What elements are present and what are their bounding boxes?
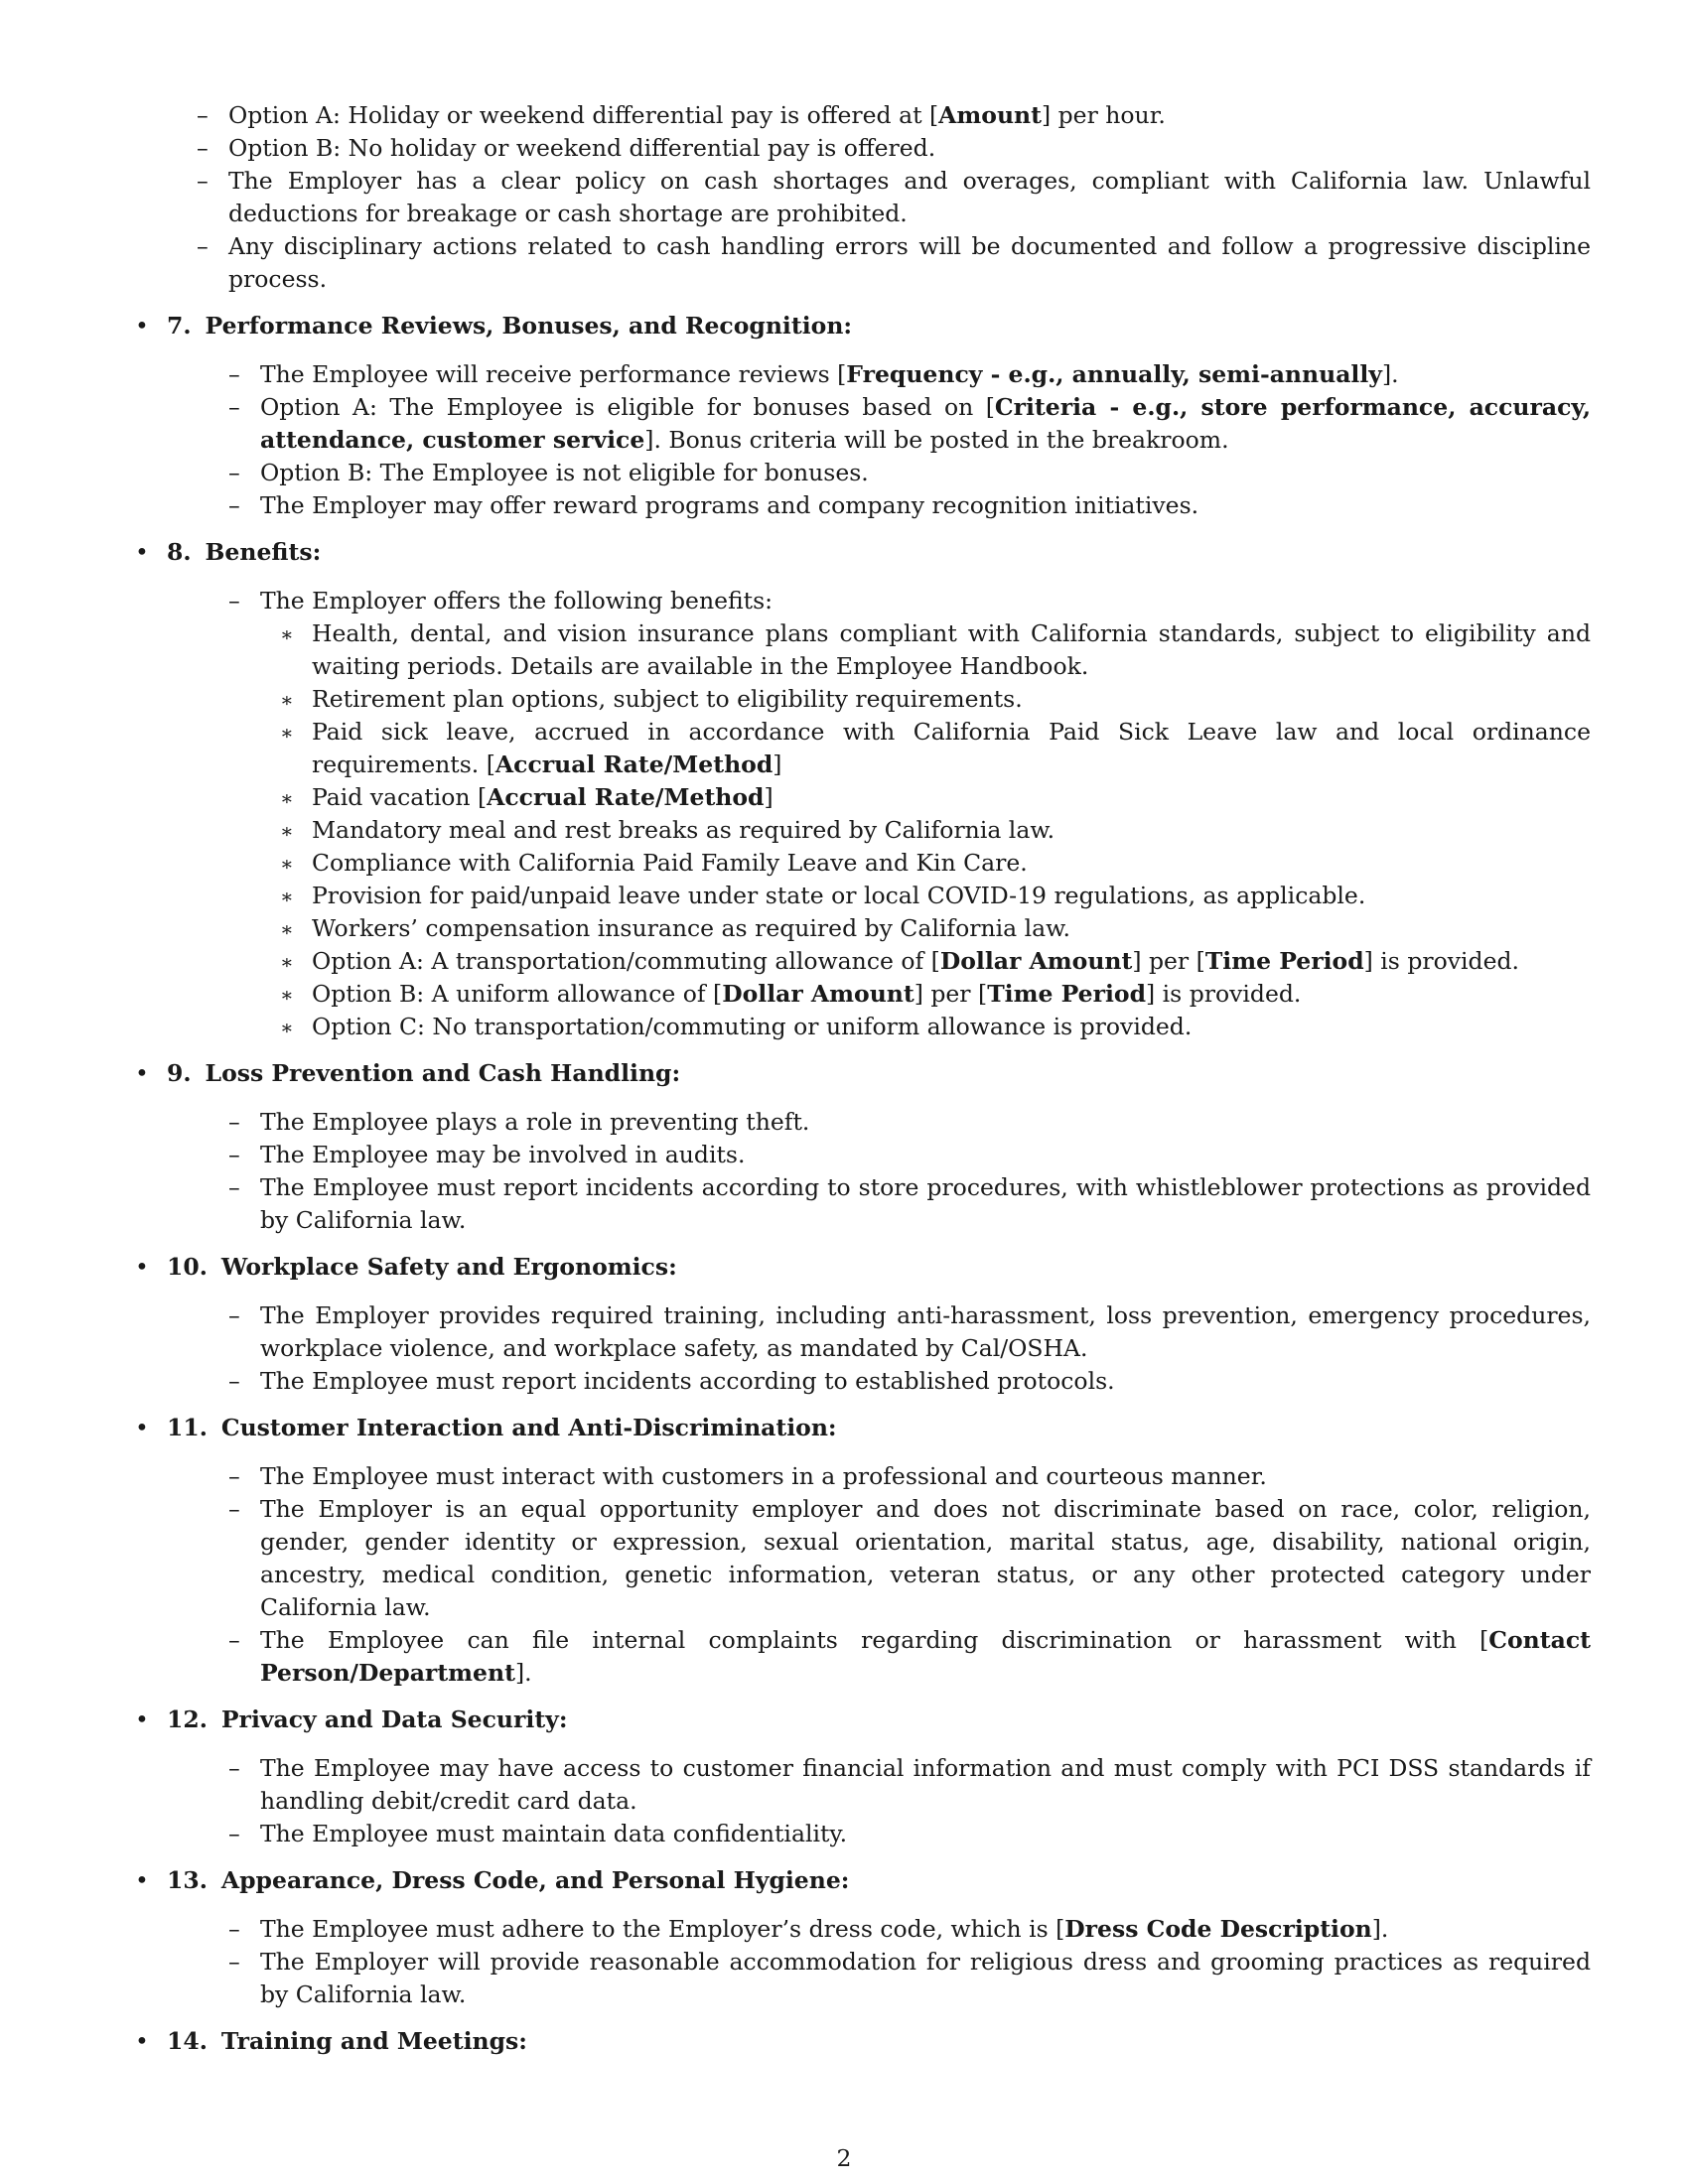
placeholder-field: Accrual Rate/Method	[494, 751, 774, 778]
item-text: Workers’ compensation insurance as required by California law.	[312, 914, 1070, 942]
item-text: The Employee can file internal complaints regarding discrimination or harassment with [	[260, 1626, 1489, 1654]
section-number: 12.	[167, 1706, 208, 1733]
list-item	[135, 230, 1591, 296]
item-text: ] per [	[1132, 947, 1205, 975]
section-number: 8.	[167, 538, 192, 566]
item-text: ] per [	[914, 980, 988, 1008]
item-text: The Employee must adhere to the Employer’s dress code, which is [	[260, 1915, 1065, 1943]
item-text: The Employee must interact with customers in a professional and courteous manner.	[260, 1462, 1267, 1490]
item-text: The Employee plays a role in preventing theft.	[260, 1108, 810, 1136]
section-title: Performance Reviews, Bonuses, and Recognition:	[205, 312, 853, 340]
benefit-item	[167, 978, 1591, 1011]
placeholder-field: Dollar Amount	[939, 947, 1133, 975]
item-text: ] is provided.	[1146, 980, 1302, 1008]
section-title: Training and Meetings:	[220, 2027, 527, 2055]
item-text: Mandatory meal and rest breaks as required by California law.	[312, 816, 1055, 844]
list-item	[135, 165, 1591, 230]
section-number: 14.	[167, 2027, 208, 2055]
list-item	[167, 489, 1591, 522]
list-item	[167, 1299, 1591, 1365]
list-item	[167, 1460, 1591, 1493]
item-text: ] is provided.	[1363, 947, 1520, 975]
item-text: The Employee may be involved in audits.	[260, 1141, 746, 1168]
section-heading	[167, 536, 1591, 569]
list-item	[167, 585, 1591, 1043]
benefit-item	[167, 814, 1591, 847]
list-item	[167, 1624, 1591, 1690]
benefit-item	[167, 716, 1591, 781]
section-heading	[167, 1704, 1591, 1736]
placeholder-field: Frequency - e.g., annually, semi-annually	[846, 360, 1382, 388]
benefit-item	[167, 1011, 1591, 1043]
list-item	[167, 1946, 1591, 2011]
item-text: The Employee must report incidents according to store procedures, with whistleblower protections as provided by California law.	[260, 1173, 1591, 1234]
item-text: ] per hour.	[1041, 101, 1166, 129]
section-heading	[167, 1412, 1591, 1444]
benefit-item	[167, 912, 1591, 945]
placeholder-field: Accrual Rate/Method	[487, 783, 765, 811]
item-text: ].	[514, 1659, 532, 1687]
list-item	[167, 1106, 1591, 1139]
list-item	[167, 1752, 1591, 1818]
section-title: Privacy and Data Security:	[220, 1706, 568, 1733]
item-text: The Employer will provide reasonable accommodation for religious dress and grooming practices as required by California law.	[260, 1948, 1591, 2008]
item-text: The Employer provides required training, including anti-harassment, loss prevention, emergency procedures, workplace violence, and workplace safety, as mandated by Cal/OSHA.	[260, 1301, 1591, 1362]
placeholder-field: Contact Person/Department	[260, 1626, 1591, 1687]
benefit-item	[167, 683, 1591, 716]
item-text: ]. Bonus criteria will be posted in the breakroom.	[644, 426, 1229, 454]
section-number: 13.	[167, 1866, 208, 1894]
section-title: Benefits:	[205, 538, 322, 566]
section-items	[167, 1299, 1591, 1398]
item-text: Compliance with California Paid Family Leave and Kin Care.	[312, 849, 1028, 877]
item-text: ].	[1381, 360, 1399, 388]
placeholder-field: Amount	[938, 101, 1042, 129]
section-9	[135, 1057, 1591, 1237]
list-item	[135, 99, 1591, 132]
section-heading	[167, 1251, 1591, 1284]
list-item	[167, 1493, 1591, 1624]
section-items	[167, 585, 1591, 1043]
item-text: ].	[1371, 1915, 1389, 1943]
section-items	[167, 1913, 1591, 2011]
benefit-item	[167, 847, 1591, 880]
item-text: Option B: No holiday or weekend differential pay is offered.	[228, 134, 936, 162]
section-heading	[167, 2025, 1591, 2058]
item-text: Retirement plan options, subject to eligibility requirements.	[312, 685, 1023, 713]
item-text: The Employee may have access to customer financial information and must comply with PCI DSS standards if handling debit/credit card data.	[260, 1754, 1591, 1815]
section-heading	[167, 1864, 1591, 1897]
section-number: 11.	[167, 1414, 208, 1441]
list-item	[167, 1913, 1591, 1946]
intro-list	[135, 99, 1591, 296]
section-items	[167, 358, 1591, 522]
benefits-list	[260, 617, 1591, 1043]
item-text: Option B: A uniform allowance of [	[312, 980, 723, 1008]
list-item	[167, 457, 1591, 489]
item-text: The Employer may offer reward programs and company recognition initiatives.	[260, 491, 1199, 519]
list-item	[167, 1171, 1591, 1237]
section-number: 9.	[167, 1059, 192, 1087]
item-text: Paid sick leave, accrued in accordance with California Paid Sick Leave law and local ordinance requirements. [	[312, 718, 1591, 778]
placeholder-field: Time Period	[1204, 947, 1364, 975]
item-text: Provision for paid/unpaid leave under state or local COVID-19 regulations, as applicable.	[312, 882, 1366, 909]
section-11	[135, 1412, 1591, 1690]
section-12	[135, 1704, 1591, 1850]
item-text: The Employer has a clear policy on cash shortages and overages, compliant with California law. Unlawful deductions for breakage or cash shortage are prohibited.	[228, 167, 1591, 227]
benefit-item	[167, 781, 1591, 814]
section-title: Loss Prevention and Cash Handling:	[205, 1059, 681, 1087]
item-text: The Employee must maintain data confidentiality.	[260, 1820, 848, 1847]
item-text: ]	[773, 751, 782, 778]
list-item	[167, 1818, 1591, 1850]
section-8	[135, 536, 1591, 1043]
section-title: Workplace Safety and Ergonomics:	[220, 1253, 677, 1281]
list-item	[167, 1365, 1591, 1398]
section-7	[135, 310, 1591, 522]
placeholder-field: Time Period	[987, 980, 1147, 1008]
page-content	[135, 99, 1591, 2074]
item-text: ]	[764, 783, 774, 811]
item-text: Paid vacation [	[312, 783, 488, 811]
item-text: Any disciplinary actions related to cash handling errors will be documented and follow a progressive discipline process.	[228, 232, 1591, 293]
section-number: 7.	[167, 312, 192, 340]
section-title: Customer Interaction and Anti-Discrimination:	[220, 1414, 837, 1441]
section-list	[135, 310, 1591, 2058]
item-text: The Employer offers the following benefits:	[260, 587, 774, 614]
section-10	[135, 1251, 1591, 1398]
benefit-item	[167, 945, 1591, 978]
section-items	[167, 1106, 1591, 1237]
item-text: Option A: The Employee is eligible for bonuses based on [	[260, 393, 995, 421]
section-heading	[167, 1057, 1591, 1090]
list-item	[135, 132, 1591, 165]
section-13	[135, 1864, 1591, 2011]
section-14	[135, 2025, 1591, 2058]
item-text: The Employee must report incidents according to established protocols.	[260, 1367, 1115, 1395]
list-item	[167, 391, 1591, 457]
placeholder-field: Dress Code Description	[1064, 1915, 1372, 1943]
placeholder-field: Criteria - e.g., store performance, accuracy, attendance, customer service	[260, 393, 1592, 454]
list-item	[167, 1139, 1591, 1171]
page-number: 2	[836, 2144, 852, 2172]
section-items	[167, 1460, 1591, 1690]
item-text: Option C: No transportation/commuting or uniform allowance is provided.	[312, 1013, 1193, 1040]
benefit-item	[167, 880, 1591, 912]
item-text: The Employer is an equal opportunity employer and does not discriminate based on race, color, religion, gender, gender identity or expression, sexual orientation, marital status, age, disability, national origin, ancestry, medical condition, genetic information, veteran status, or any other protected category under California law.	[260, 1495, 1591, 1621]
item-text: The Employee will receive performance reviews [	[260, 360, 847, 388]
section-number: 10.	[167, 1253, 208, 1281]
placeholder-field: Dollar Amount	[722, 980, 914, 1008]
benefit-item	[167, 617, 1591, 683]
list-item	[167, 358, 1591, 391]
section-items	[167, 1752, 1591, 1850]
item-text: Health, dental, and vision insurance plans compliant with California standards, subject to eligibility and waiting periods. Details are available in the Employee Handbook.	[312, 619, 1591, 680]
item-text: Option B: The Employee is not eligible for bonuses.	[260, 459, 869, 486]
item-text: Option A: A transportation/commuting allowance of [	[312, 947, 940, 975]
item-text: Option A: Holiday or weekend differential pay is offered at [	[228, 101, 939, 129]
section-heading	[167, 310, 1591, 342]
section-title: Appearance, Dress Code, and Personal Hygiene:	[220, 1866, 850, 1894]
